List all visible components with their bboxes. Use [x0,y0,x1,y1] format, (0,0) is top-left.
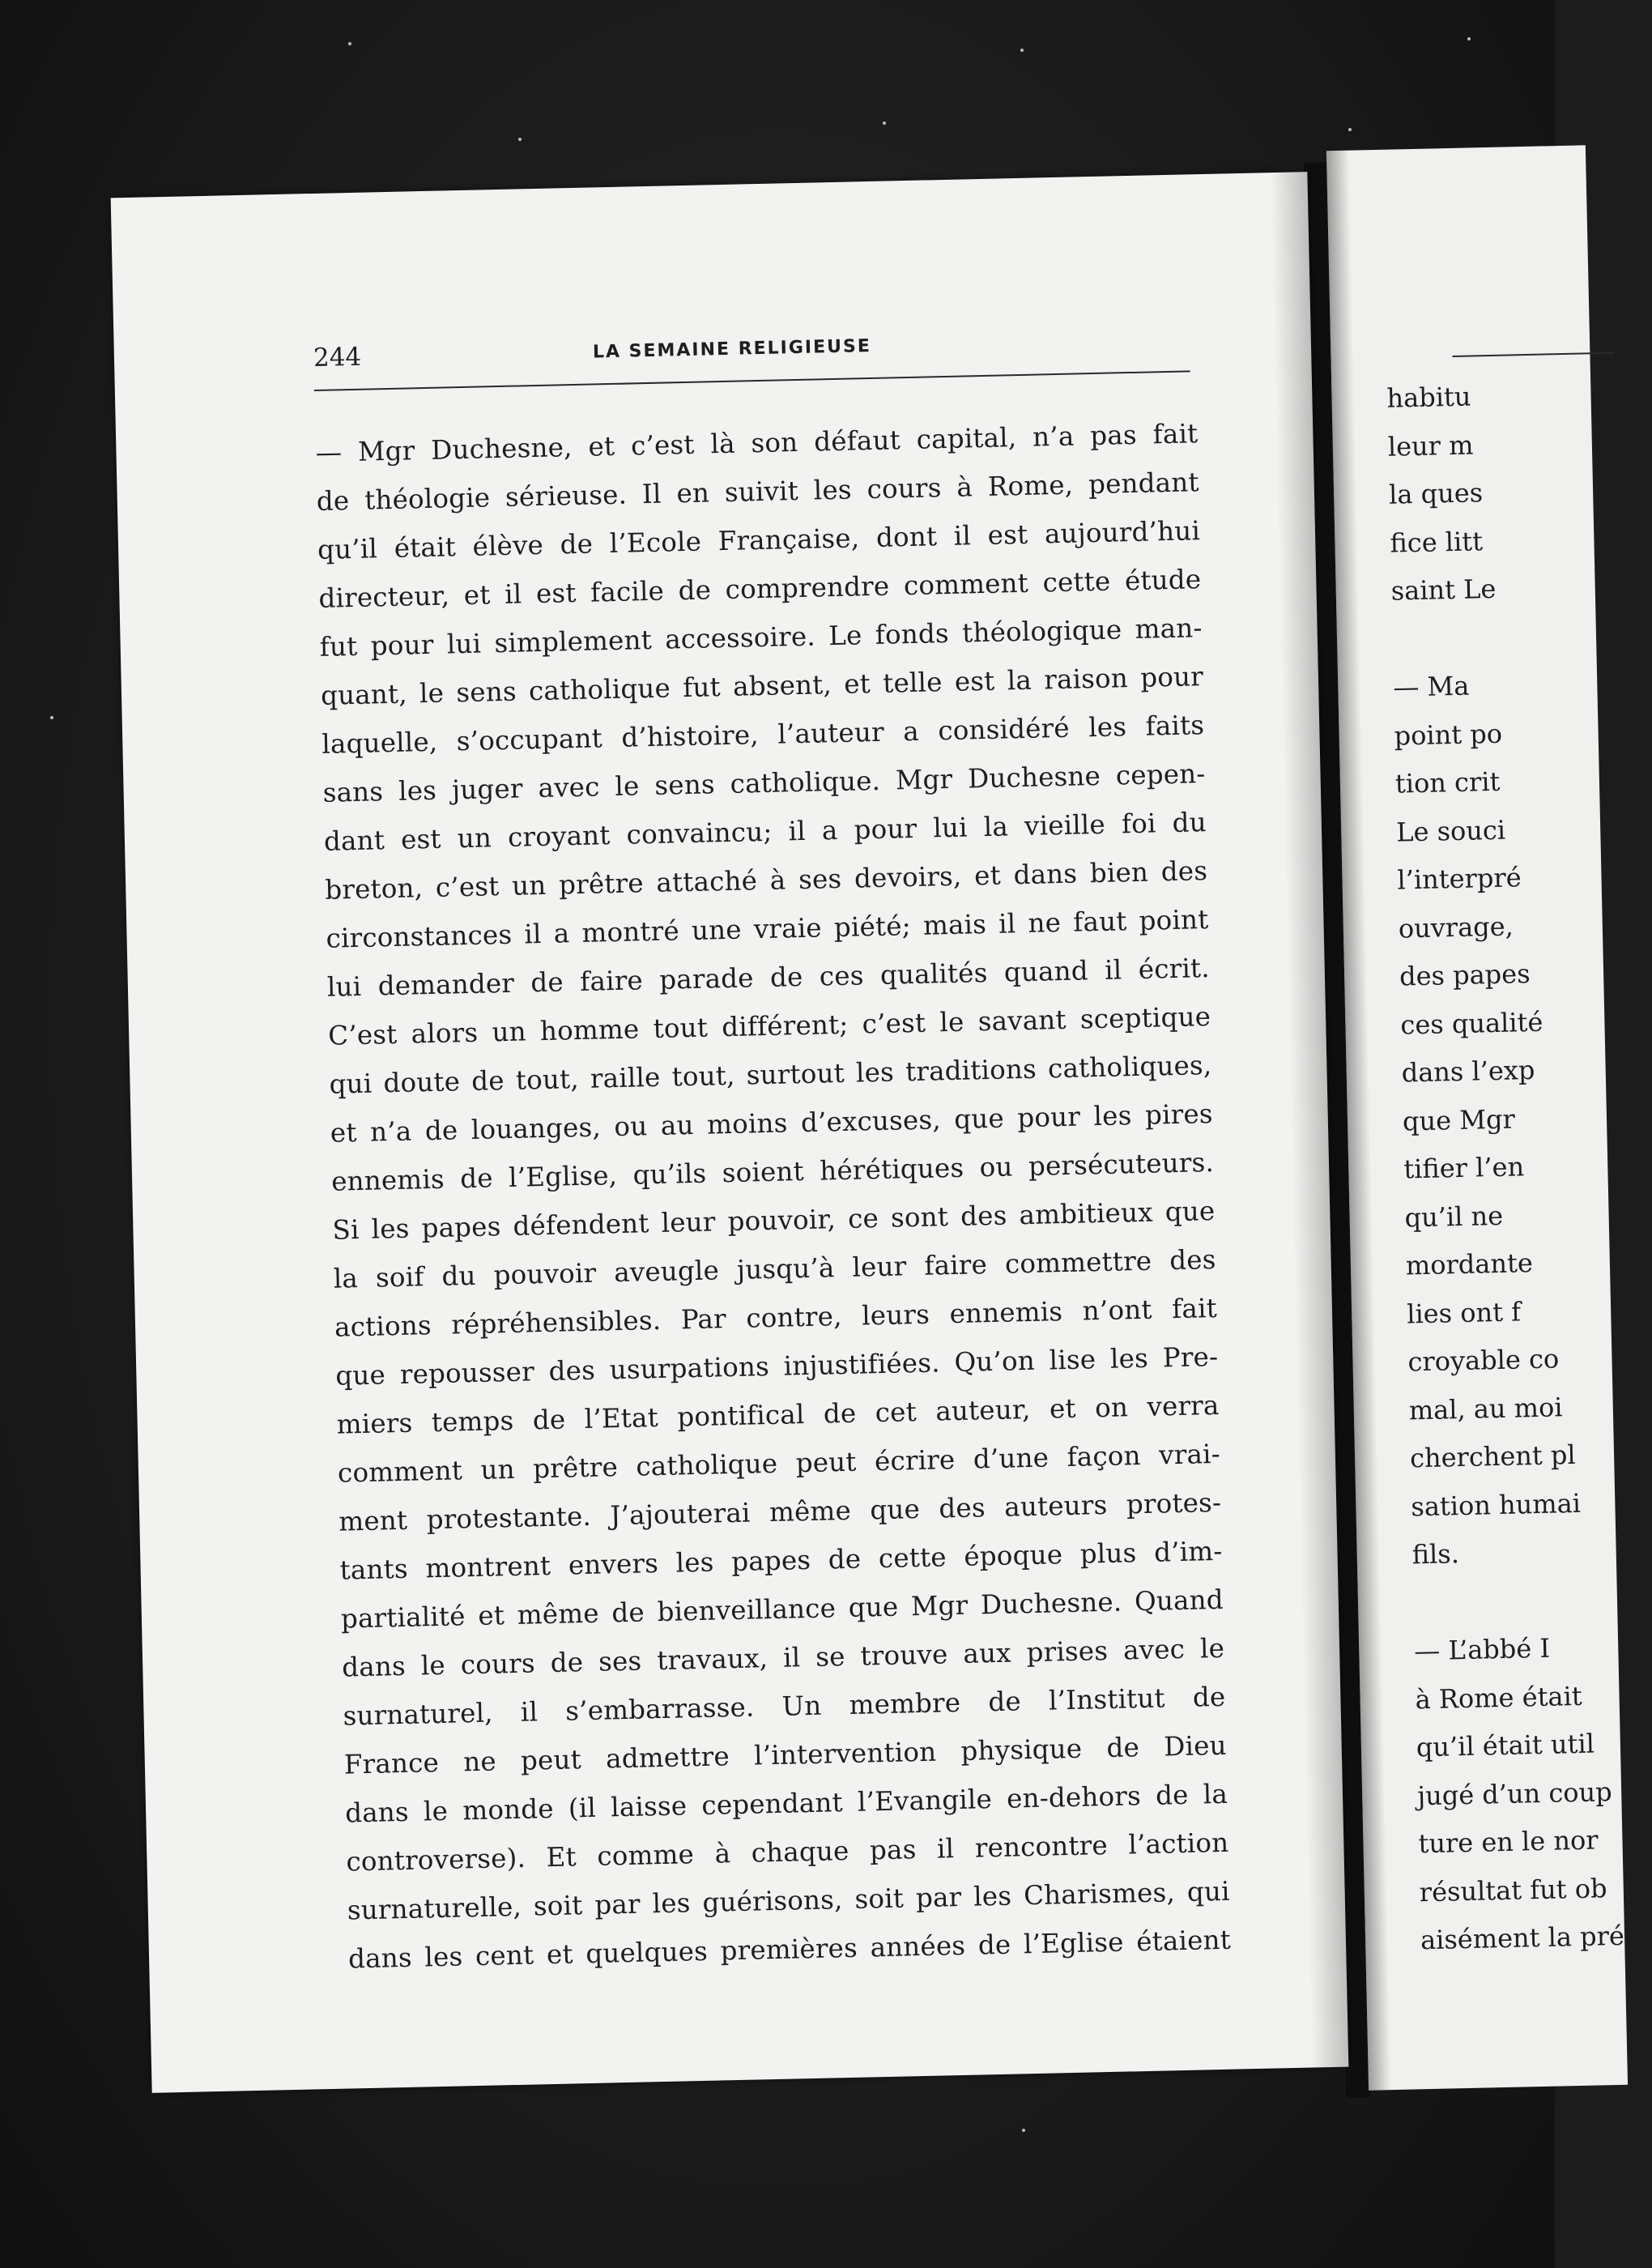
text-line: habitu [1386,381,1471,414]
dust-speck [1467,37,1471,40]
text-line: sation humai [1410,1487,1582,1522]
text-line: Si les papes défendent leur pouvoir, ce sont des ambitieux que [332,1195,1216,1246]
text-line: point po [1394,718,1503,752]
text-line: jugé d’un coup [1416,1776,1613,1811]
text-line: C’est alors un homme tout différent; c’est le savant sceptique [327,1001,1211,1051]
text-line [1391,612,1596,664]
header-rule [1452,352,1614,357]
text-line: sans les juger avec le sens catholique. Mgr Duchesne cepen- [322,758,1206,808]
dust-speck [518,138,522,141]
text-line: lies ont f [1406,1295,1522,1329]
text-line: directeur, et il est facile de comprendre comment cette étude [318,564,1202,614]
text-line: surnaturelle, soit par les guérisons, soit par les Charismes, qui [347,1875,1230,1926]
running-title: LA SEMAINE RELIGIEUSE [592,335,872,363]
text-line: ennemis de l’Eglise, qu’ils soient hérétiques ou persécuteurs. [330,1146,1215,1197]
header-rule [314,370,1190,391]
text-line: dans les cent et quelques premières années de l’Eglise étaient [347,1924,1232,1975]
text-line: laquelle, s’occupant d’histoire, l’auteur a considéré les faits [321,710,1205,760]
text-line: tion crit [1394,765,1501,799]
text-line [1412,1575,1617,1627]
text-line: leur m [1387,428,1474,463]
text-line: fut pour lui simplement accessoire. Le fonds théologique man- [319,612,1203,663]
text-line: tants montrent envers les papes de cette époque plus d’im- [339,1535,1223,1586]
page-header [313,324,1189,376]
text-line: dans le cours de ses travaux, il se trouve aux prises avec le [341,1632,1225,1683]
text-line: — Mgr Duchesne, et c’est là son défaut capital, n’a pas fait [315,418,1199,468]
text-line: qu’il était util [1416,1728,1595,1763]
body-text [1386,370,1625,1965]
dust-speck [1348,128,1352,131]
text-line: que repousser des usurpations injustifiées. Qu’on lise les Pre- [335,1341,1219,1392]
text-line: dans le monde (il laisse cependant l’Evangile en-dehors de la [344,1778,1228,1829]
dust-speck [50,716,53,719]
text-line: la soif du pouvoir aveugle jusqu’à leur faire commettre des [333,1243,1216,1294]
dust-speck [1020,49,1024,52]
text-line: résultat fut ob [1419,1872,1607,1908]
text-line: qui doute de tout, raille tout, surtout les traditions catholiques, [329,1049,1212,1100]
text-line: — Ma [1392,670,1470,703]
body-text [315,409,1232,1983]
text-line: dans l’exp [1401,1054,1535,1089]
text-line: comment un prêtre catholique peut écrire d’une façon vrai- [337,1438,1221,1489]
text-line: à Rome était [1415,1680,1582,1715]
text-line: croyable co [1407,1343,1560,1378]
text-line: surnaturel, il s’embarrasse. Un membre de l’Institut de [343,1681,1226,1732]
text-line: France ne peut admettre l’intervention physique de Dieu [343,1729,1228,1780]
text-line: qu’il ne [1404,1200,1504,1233]
text-line: actions répréhensibles. Par contre, leurs ennemis n’ont fait [334,1292,1218,1343]
text-line: aisément la pré [1420,1920,1625,1956]
text-line: ces qualité [1400,1006,1543,1041]
text-line: miers temps de l’Etat pontifical de cet auteur, et on verra [336,1389,1220,1440]
text-line: cherchent pl [1409,1439,1577,1474]
text-line: et n’a de louanges, ou au moins d’excuses, que pour les pires [330,1098,1214,1149]
dust-speck [1022,2129,1025,2132]
text-line: partialité et même de bienveillance que Mgr Duchesne. Quand [340,1584,1224,1635]
text-line: ment protestante. J’ajouterai même que des auteurs protes- [338,1486,1222,1537]
text-line: quant, le sens catholique fut absent, et telle est la raison pour [320,661,1204,711]
text-line: saint Le [1390,573,1497,607]
text-line: controverse). Et comme à chaque pas il rencontre l’action [346,1827,1229,1878]
text-line: tifier l’en [1403,1151,1525,1185]
text-line: lui demander de faire parade de ces qualités quand il écrit. [326,953,1211,1003]
text-line: Le souci [1395,814,1506,848]
text-line: que Mgr [1402,1102,1516,1137]
text-line: mal, au moi [1408,1391,1563,1426]
text-line: ture en le nor [1418,1824,1599,1860]
text-line: l’interpré [1397,862,1522,896]
dust-speck [883,122,886,125]
text-line: fice litt [1390,525,1484,559]
right-page [1326,145,1628,2090]
text-line: — L’abbé I [1413,1632,1551,1667]
text-line: mordante [1405,1247,1534,1281]
text-line: breton, c’est un prêtre attaché à ses devoirs, et dans bien des [324,855,1208,906]
text-line: fils. [1411,1538,1460,1571]
text-line: circonstances il a montré une vraie piété; mais il ne faut point [326,904,1209,954]
page-number: 244 [313,342,362,373]
text-line: de théologie sérieuse. Il en suivit les cours à Rome, pendant [316,467,1200,517]
dust-speck [348,42,351,45]
text-line: qu’il était élève de l’Ecole Française, dont il est aujourd’hui [317,515,1201,565]
text-line: des papes [1399,958,1531,992]
left-page [111,172,1349,2093]
text-line: dant est un croyant convaincu; il a pour lui la vieille foi du [323,807,1207,857]
text-line: ouvrage, [1398,910,1514,944]
text-line: la ques [1388,477,1484,510]
